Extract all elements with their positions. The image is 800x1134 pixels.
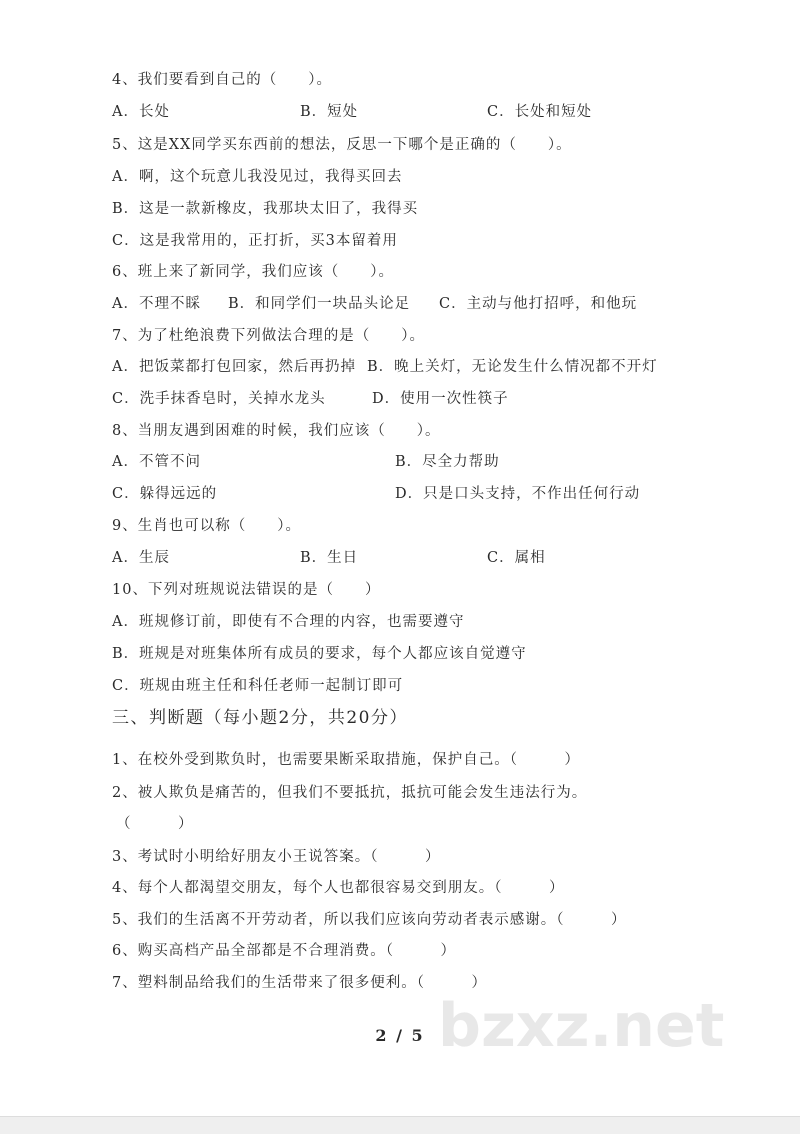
- viewer-bottom-bar: [0, 1116, 800, 1134]
- question-10-option-b: B．班规是对班集体所有成员的要求，每个人都应该自觉遵守: [112, 646, 527, 662]
- option-b: B．晚上关灯，无论发生什么情况都不开灯: [367, 359, 658, 375]
- judgment-item-blank: （ ）: [116, 816, 194, 832]
- option-a: A．生辰: [112, 550, 170, 566]
- judgment-item: 2、被人欺负是痛苦的，但我们不要抵抗，抵抗可能会发生违法行为。: [112, 785, 588, 801]
- question-10: 10、下列对班规说法错误的是（ ）: [112, 582, 381, 598]
- question-5-option-c: C．这是我常用的，正打折，买3本留着用: [112, 233, 398, 249]
- option-c: C．洗手抹香皂时，关掉水龙头: [112, 391, 326, 407]
- question-7: 7、为了杜绝浪费下列做法合理的是（ ）。: [112, 328, 425, 344]
- question-10-option-c: C．班规由班主任和科任老师一起制订即可: [112, 678, 404, 694]
- question-5-option-b: B．这是一款新橡皮，我那块太旧了，我得买: [112, 201, 419, 217]
- option-a: A．不理不睬: [112, 296, 201, 312]
- judgment-item: 3、考试时小明给好朋友小王说答案。（ ）: [112, 849, 441, 865]
- question-9: 9、生肖也可以称（ ）。: [112, 518, 301, 534]
- option-b: B．和同学们一块品头论足: [228, 296, 411, 312]
- option-c: C．属相: [487, 550, 546, 566]
- option-b: B．短处: [300, 104, 359, 120]
- option-c: C．躲得远远的: [112, 486, 218, 502]
- judgment-item: 7、塑料制品给我们的生活带来了很多便利。（ ）: [112, 975, 487, 991]
- question-4: 4、我们要看到自己的（ ）。: [112, 72, 332, 88]
- option-c: C．长处和短处: [487, 104, 593, 120]
- option-c: C．主动与他打招呼，和他玩: [439, 296, 638, 312]
- option-a: A．长处: [112, 104, 170, 120]
- option-d: D．只是口头支持，不作出任何行动: [395, 486, 641, 502]
- judgment-item: 4、每个人都渴望交朋友，每个人也都很容易交到朋友。（ ）: [112, 880, 565, 896]
- judgment-item: 5、我们的生活离不开劳动者，所以我们应该向劳动者表示感谢。（ ）: [112, 912, 627, 928]
- question-10-option-a: A．班规修订前，即使有不合理的内容，也需要遵守: [112, 614, 465, 630]
- option-a: A．把饭菜都打包回家，然后再扔掉: [112, 359, 356, 375]
- question-5-option-a: A．啊，这个玩意儿我没见过，我得买回去: [112, 169, 403, 185]
- judgment-item: 1、在校外受到欺负时，也需要果断采取措施，保护自己。（ ）: [112, 752, 580, 768]
- judgment-item: 6、购买高档产品全部都是不合理消费。（ ）: [112, 943, 456, 959]
- option-a: A．不管不问: [112, 454, 201, 470]
- option-b: B．尽全力帮助: [395, 454, 500, 470]
- option-b: B．生日: [300, 550, 359, 566]
- section-3-title: 三、判断题（每小题2分，共20分）: [112, 708, 408, 728]
- question-8: 8、当朋友遇到困难的时候，我们应该（ ）。: [112, 423, 441, 439]
- question-5: 5、这是XX同学买东西前的想法，反思一下哪个是正确的（ ）。: [112, 137, 572, 153]
- watermark: bzxz.net: [438, 991, 725, 1061]
- question-6: 6、班上来了新同学，我们应该（ ）。: [112, 264, 394, 280]
- option-d: D．使用一次性筷子: [372, 391, 509, 407]
- page-number: 2 / 5: [375, 1026, 425, 1045]
